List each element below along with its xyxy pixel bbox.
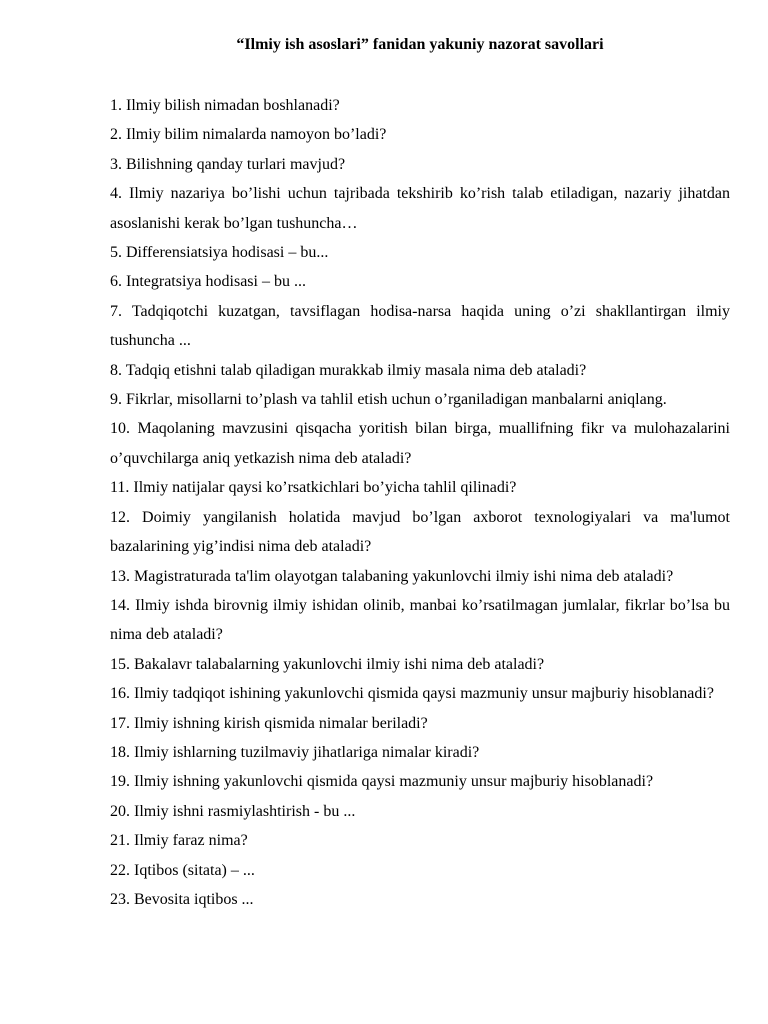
question-item: 23. Bevosita iqtibos ... xyxy=(110,890,254,908)
question-item: 15. Bakalavr talabalarning yakunlovchi ilmiy ishi nima deb ataladi? xyxy=(110,655,545,673)
question-item: 3. Bilishning qanday turlari mavjud? xyxy=(110,155,346,173)
question-item: 22. Iqtibos (sitata) – ... xyxy=(110,861,255,879)
question-item: 4. Ilmiy nazariya bo’lishi uchun tajribada tekshirib ko’rish talab etiladigan, nazariy jihatdan asoslanishi kerak bo’lgan tushuncha… xyxy=(110,185,730,232)
question-item: 18. Ilmiy ishlarning tuzilmaviy jihatlariga nimalar kiradi? xyxy=(110,743,480,761)
question-item: 6. Integratsiya hodisasi – bu ... xyxy=(110,273,306,291)
question-item: 10. Maqolaning mavzusini qisqacha yoritish bilan birga, muallifning fikr va mulohazalarini o’quvchilarga aniq yetkazish nima deb ataladi? xyxy=(110,420,730,467)
question-item: 5. Differensiatsiya hodisasi – bu... xyxy=(110,244,329,262)
question-item: 17. Ilmiy ishning kirish qismida nimalar beriladi? xyxy=(110,714,428,732)
question-item: 20. Ilmiy ishni rasmiylashtirish - bu ... xyxy=(110,802,356,820)
question-item: 7. Tadqiqotchi kuzatgan, tavsiflagan hodisa-narsa haqida uning o’zi shakllantirgan ilmiy tushuncha ... xyxy=(110,302,730,350)
question-item: 1. Ilmiy bilish nimadan boshlanadi? xyxy=(110,97,340,114)
question-item: 21. Ilmiy faraz nima? xyxy=(110,832,248,850)
question-item: 2. Ilmiy bilim nimalarda namoyon bo’ladi? xyxy=(110,126,387,144)
question-item: 19. Ilmiy ishning yakunlovchi qismida qaysi mazmuniy unsur majburiy hisoblanadi? xyxy=(110,773,654,791)
question-item: 8. Tadqiq etishni talab qiladigan murakkab ilmiy masala nima deb ataladi? xyxy=(110,361,587,379)
question-item: 13. Magistraturada ta'lim olayotgan talabaning yakunlovchi ilmiy ishi nima deb ataladi? xyxy=(110,567,674,585)
question-item: 12. Doimiy yangilanish holatida mavjud bo’lgan axborot texnologiyalari va ma'lumot bazalarining yig’indisi nima deb ataladi? xyxy=(110,508,730,556)
question-item: 16. Ilmiy tadqiqot ishining yakunlovchi qismida qaysi mazmuniy unsur majburiy hisoblanadi? xyxy=(110,685,714,703)
question-item: 9. Fikrlar, misollarni to’plash va tahlil etish uchun o’rganiladigan manbalarni aniqlang. xyxy=(110,391,667,409)
page-title: “Ilmiy ish asoslari” fanidan yakuniy nazorat savollari xyxy=(236,36,604,53)
question-item: 11. Ilmiy natijalar qaysi ko’rsatkichlari bo’yicha tahlil qilinadi? xyxy=(110,479,517,497)
question-item: 14. Ilmiy ishda birovnig ilmiy ishidan olinib, manbai ko’rsatilmagan jumlalar, fikrlar bo’lsa bu nima deb ataladi? xyxy=(110,596,730,644)
question-list xyxy=(110,91,730,914)
